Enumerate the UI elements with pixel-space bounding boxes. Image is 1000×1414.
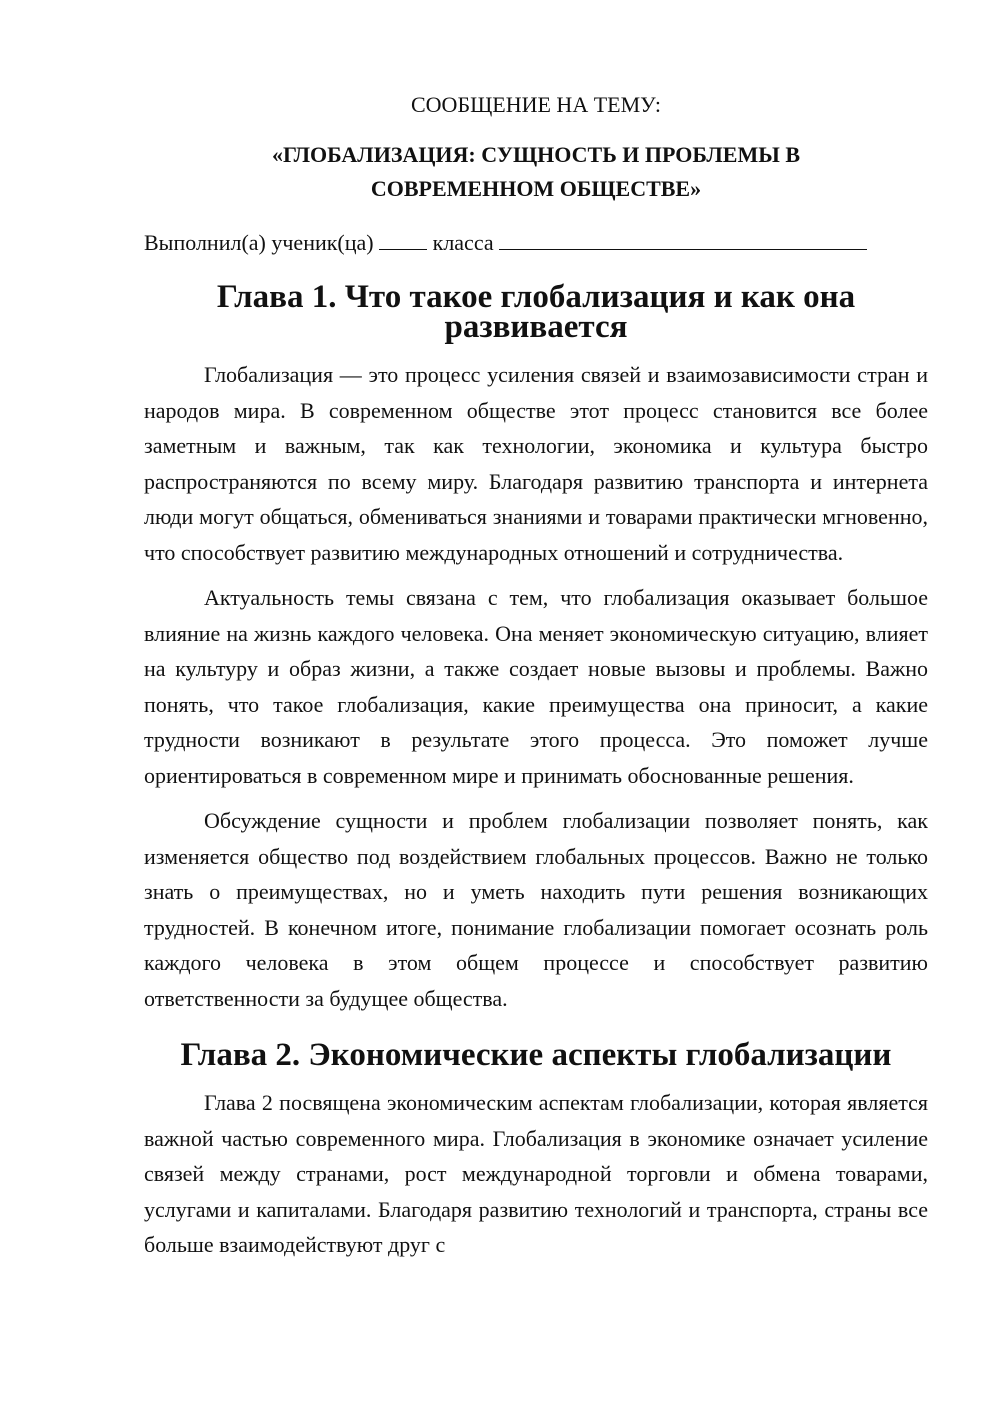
chapter-1-paragraph-1: Глобализация — это процесс усиления связей и взаимозависимости стран и народов мира. В современном обществе этот процесс становится все более заметным и важным, так как технологии, экономика и культура быстро распространяются по всему миру. Благодаря развитию транспорта и интернета люди могут общаться, обмениваться знаниями и товарами практически мгновенно, что способствует развитию международных отношений и сотрудничества. xyxy=(144,362,928,565)
student-name-blank[interactable] xyxy=(499,229,867,250)
class-label: класса xyxy=(432,230,494,255)
chapter-2-heading: Глава 2. Экономические аспекты глобализации xyxy=(180,1037,892,1073)
performed-by-label: Выполнил(а) ученик(ца) xyxy=(144,230,374,255)
class-number-blank[interactable] xyxy=(379,229,427,250)
student-info-row xyxy=(144,228,928,258)
chapter-1-paragraph-2: Актуальность темы связана с тем, что глобализация оказывает большое влияние на жизнь каждого человека. Она меняет экономическую ситуацию, влияет на культуру и образ жизни, а также создает новые вызовы и проблемы. Важно понять, что такое глобализация, какие преимущества она приносит, а какие трудности возникают в результате этого процесса. Это поможет лучше ориентироваться в современном мире и принимать обоснованные решения. xyxy=(144,585,928,788)
chapter-2-paragraph-1: Глава 2 посвящена экономическим аспектам глобализации, которая является важной частью современного мира. Глобализация в экономике означает усиление связей между странами, рост международной торговли и обмена товарами, услугами и капиталами. Благодаря развитию технологий и транспорта, страны все больше взаимодействуют друг с xyxy=(144,1090,928,1257)
chapter-1-paragraph-3: Обсуждение сущности и проблем глобализации позволяет понять, как изменяется общество под воздействием глобальных процессов. Важно не только знать о преимуществах, но и уметь находить пути решения возникающих трудностей. В конечном итоге, понимание глобализации помогает осознать роль каждого человека в этом общем процессе и способствует развитию ответственности за будущее общества. xyxy=(144,808,928,1011)
document-page xyxy=(144,90,928,1263)
document-title-line-1: «ГЛОБАЛИЗАЦИЯ: СУЩНОСТЬ И ПРОБЛЕМЫ В xyxy=(271,142,801,167)
chapter-1-heading: Глава 1. Что такое глобализация и как она развивается xyxy=(216,279,856,345)
document-subtitle: СООБЩЕНИЕ НА ТЕМУ: xyxy=(411,92,661,117)
document-title-line-2: СОВРЕМЕННОМ ОБЩЕСТВЕ» xyxy=(370,176,702,201)
